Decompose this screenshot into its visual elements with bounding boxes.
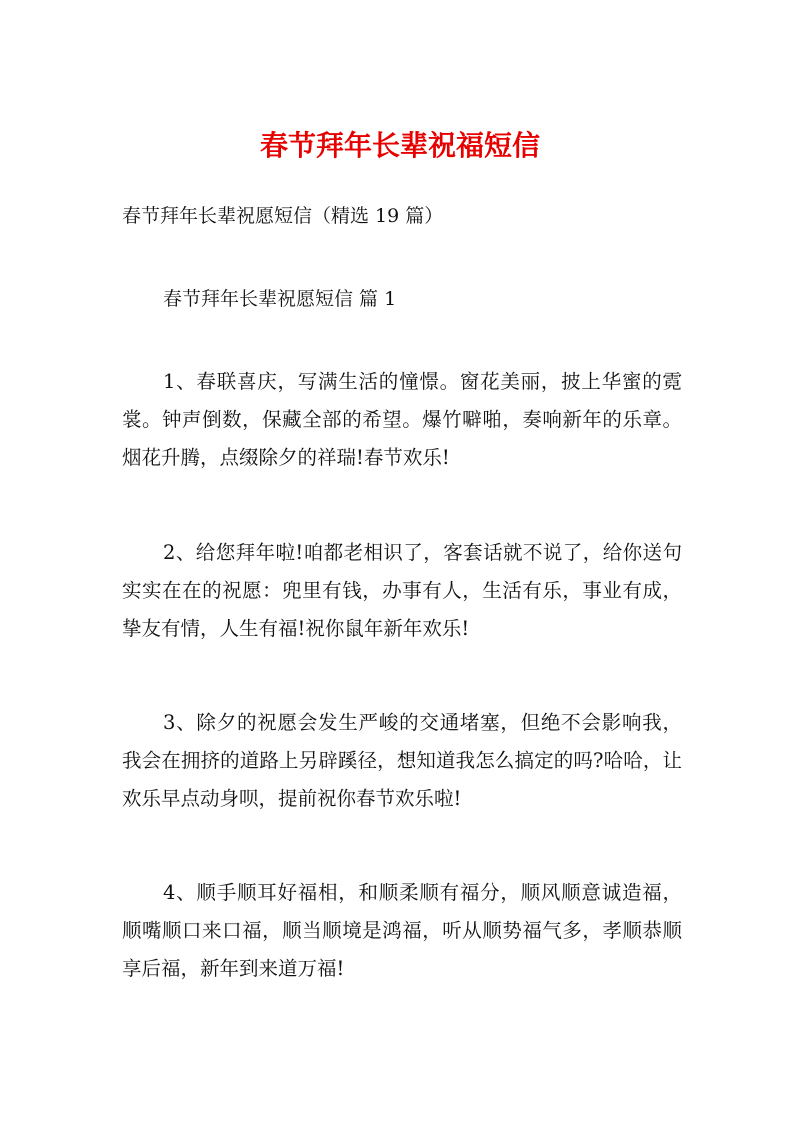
document-title: 春节拜年长辈祝福短信	[259, 129, 540, 162]
section-heading: 春节拜年长辈祝愿短信 篇 1	[163, 288, 397, 310]
paragraph-3: 3、除夕的祝愿会发生严峻的交通堵塞，但绝不会影响我，我会在拥挤的道路上另辟蹊径，想知道我怎么搞定的吗?哈哈，让欢乐早点动身呗，提前祝你春节欢乐啦!	[122, 711, 682, 810]
paragraph-2: 2、给您拜年啦!咱都老相识了，客套话就不说了，给你送句实实在在的祝愿：兜里有钱，办事有人，生活有乐，事业有成，挚友有情，人生有福!祝你鼠年新年欢乐!	[122, 541, 682, 640]
paragraph-1: 1、春联喜庆，写满生活的憧憬。窗花美丽，披上华蜜的霓裳。钟声倒数，保藏全部的希望。爆竹噼啪，奏响新年的乐章。烟花升腾，点缀除夕的祥瑞!春节欢乐!	[122, 370, 682, 469]
document-subtitle: 春节拜年长辈祝愿短信（精选 19 篇）	[122, 205, 444, 227]
paragraph-4: 4、顺手顺耳好福相，和顺柔顺有福分，顺风顺意诚造福，顺嘴顺口来口福，顺当顺境是鸿福，听从顺势福气多，孝顺恭顺享后福，新年到来道万福!	[122, 881, 682, 980]
